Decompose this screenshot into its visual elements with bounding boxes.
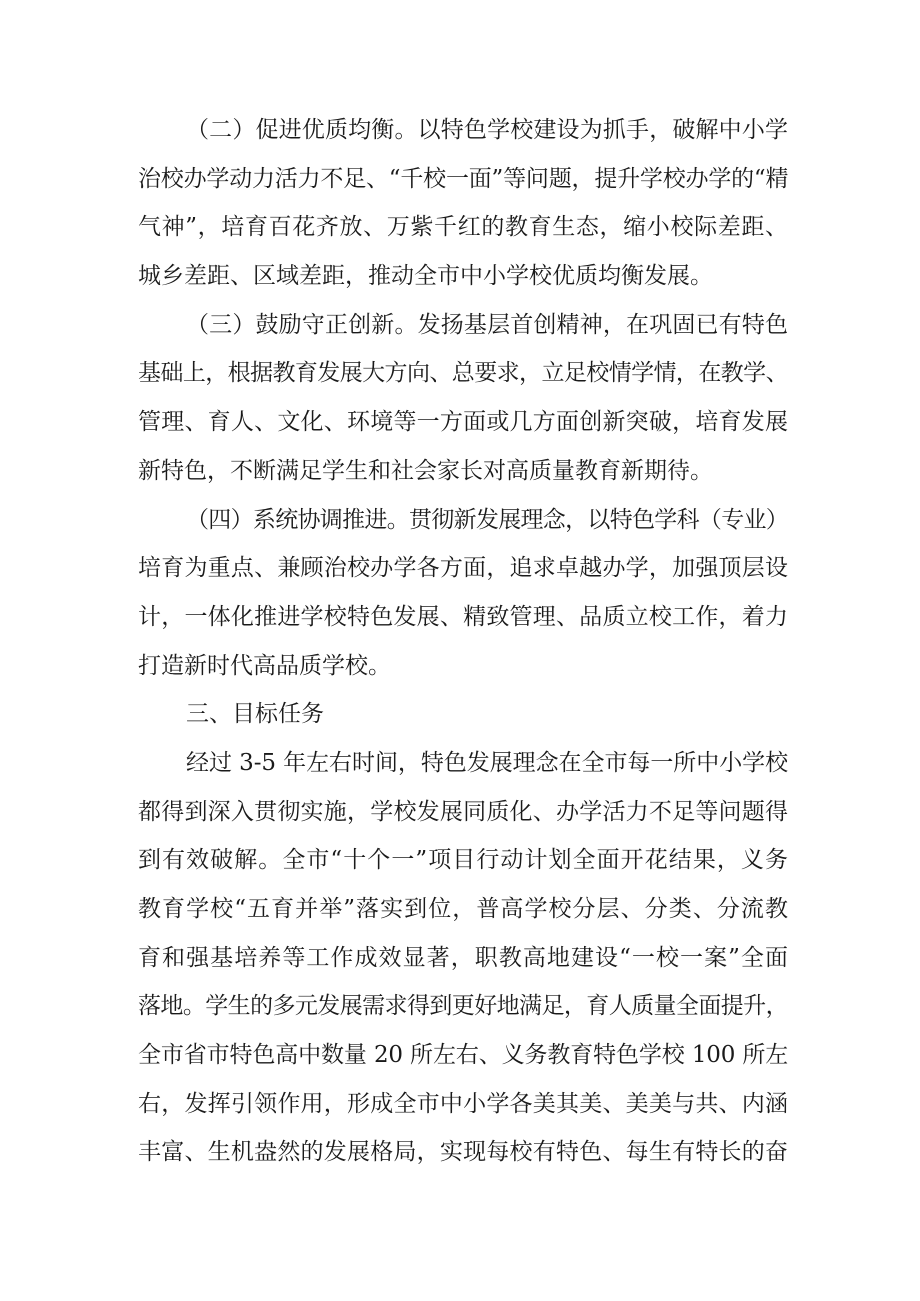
text-line: 基础上，根据教育发展大方向、总要求，立足校情学情，在教学、 (138, 360, 788, 387)
text-line: （四）系统协调推进。贯彻新发展理念，以特色学科（专业） (186, 506, 789, 533)
paragraph-promote-quality-balance (138, 106, 788, 301)
text-line: （三）鼓励守正创新。发扬基层首创精神，在巩固已有特色 (186, 311, 788, 338)
text-line: 右，发挥引领作用，形成全市中小学各美其美、美美与共、内涵 (138, 1090, 788, 1117)
paragraph-goals-description (138, 739, 788, 1177)
text-line: 育和强基培养等工作成效显著，职教高地建设“一校一案”全面 (138, 944, 788, 971)
text-line: 落地。学生的多元发展需求得到更好地满足，育人质量全面提升， (138, 993, 788, 1020)
text-line: 城乡差距、区域差距，推动全市中小学校优质均衡发展。 (138, 263, 713, 290)
text-line: 经过 3-5 年左右时间，特色发展理念在全市每一所中小学校 (186, 749, 788, 776)
text-line: 治校办学动力活力不足、“千校一面”等问题，提升学校办学的“精 (138, 165, 789, 192)
text-line: 打造新时代高品质学校。 (138, 652, 391, 679)
text-line: 都得到深入贯彻实施，学校发展同质化、办学活力不足等问题得 (138, 798, 788, 825)
paragraph-encourage-innovation (138, 301, 788, 496)
text-line: 丰富、生机盎然的发展格局，实现每校有特色、每生有特长的奋 (138, 1139, 788, 1166)
text-line: 计，一体化推进学校特色发展、精致管理、品质立校工作，着力 (138, 603, 788, 630)
text-line: 培育为重点、兼顾治校办学各方面，追求卓越办学，加强顶层设 (138, 555, 788, 582)
text-line: 管理、育人、文化、环境等一方面或几方面创新突破，培育发展 (138, 409, 788, 436)
text-line: 全市省市特色高中数量 20 所左右、义务教育特色学校 100 所左 (138, 1042, 788, 1069)
text-line: 教育学校“五育并举”落实到位，普高学校分层、分类、分流教 (138, 896, 788, 922)
text-line: 新特色，不断满足学生和社会家长对高质量教育新期待。 (138, 457, 713, 484)
text-line: 气神”，培育百花齐放、万紫千红的教育生态，缩小校际差距、 (138, 214, 788, 241)
section-heading: 三、目标任务 (186, 701, 324, 728)
text-line: 到有效破解。全市“十个一”项目行动计划全面开花结果，义务 (138, 847, 788, 874)
text-line: （二）促进优质均衡。以特色学校建设为抓手，破解中小学 (186, 117, 788, 143)
document-body (138, 106, 788, 1177)
section-heading-goals-tasks (138, 690, 788, 739)
paragraph-systematic-coordination (138, 496, 788, 691)
